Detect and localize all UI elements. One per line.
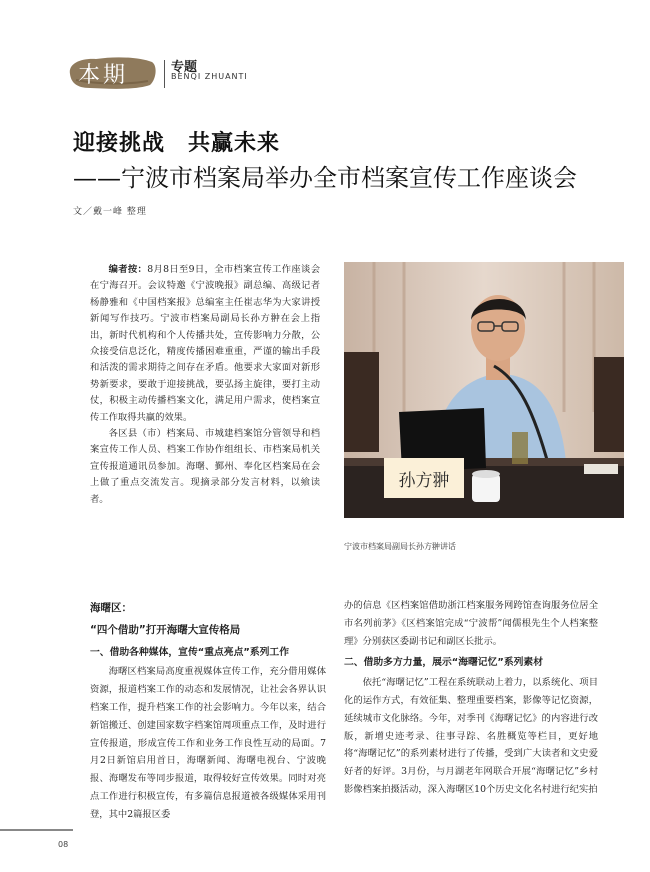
- continued-paragraph: 办的信息《区档案馆借助浙江档案服务网跨馆查询服务位居全市名列前茅》《区档案馆完成“宁波帮”闻儒根先生个人档案整理》分别获区委副书记和副区长批示。: [344, 600, 598, 647]
- column-name-en: BENQI ZHUANTI: [171, 72, 248, 81]
- body-column-right: [344, 597, 598, 799]
- body-column-left: [90, 600, 326, 824]
- column-badge-text: 本期: [78, 63, 129, 88]
- article-title: 迎接挑战 共赢未来: [73, 130, 281, 156]
- section-subtitle: “四个借助”打开海曙大宣传格局: [90, 623, 241, 636]
- footer-rule: [0, 829, 73, 831]
- speaker-photo: [344, 262, 624, 518]
- column-name-zh: 专题: [171, 60, 198, 75]
- editor-note-paragraph-1: [90, 262, 320, 426]
- article-byline: 文／戴一峰 整理: [73, 207, 147, 217]
- header-divider: [164, 60, 165, 88]
- article-subtitle: ——宁波市档案局举办全市档案宣传工作座谈会: [73, 164, 577, 192]
- editor-note-text-1: 8月8日至9日，全市档案宣传工作座谈会在宁海召开。会议特邀《宁波晚报》副总编、高级记者杨静雅和《中国档案报》总编室主任崔志华为大家讲授新闻写作技巧。宁波市档案局副局长孙方翀在会上指出，新时代机构和个人传播共处，宣传影响力分散，公众接受信息泛化，精度传播困难重重，严谨的输出手段和活泼的需求期待之间存在矛盾。他要求大家面对新形势新要求，要敢于迎接挑战，要弘扬主旋律，要打主动仗，积极主动传播档案文化，满足用户需求，使档案宣传工作取得共赢的效果。: [90, 264, 320, 423]
- editor-note: [90, 262, 320, 508]
- page-number: 08: [58, 840, 69, 849]
- editor-note-paragraph-2: 各区县（市）档案局、市城建档案馆分管领导和档案宣传工作人员、档案工作协作组组长、市档案局机关宣传报道通讯员参加。海曙、鄞州、奉化区档案局在会上做了重点交流发言。现摘录部分发言材料，以飨读者。: [90, 428, 320, 505]
- editor-note-lead: 编者按：: [108, 264, 148, 275]
- subsection-paragraph-2: 依托“海曙记忆”工程在系统联动上着力，以系统化、项目化的运作方式，有效征集、整理重要档案，影像等记忆资源，延续城市文化脉络。今年，对季刊《海曙记忆》的内容进行改版，新增史迹考录、往事寻踪、名胜概览等栏目，更好地将“海曙记忆”的系列素材进行了传播，受到广大读者和文史爱好者的好评。3月份，与月湖老年网联合开展“海曙记忆”乡村影像档案拍摄活动，深入海曙区10个历史文化名村进行纪实拍: [344, 677, 598, 795]
- subsection-heading-2: 二、借助多方力量，展示“海曙记忆”系列素材: [344, 657, 544, 669]
- subsection-heading-1: 一、借助各种媒体，宣传“重点亮点”系列工作: [90, 646, 290, 658]
- photo-nameplate: 孙方翀: [398, 471, 450, 491]
- section-title: 海曙区：: [90, 602, 132, 614]
- photo-caption: 宁波市档案局副局长孙方翀讲话: [344, 542, 456, 551]
- subsection-paragraph-1: 海曙区档案局高度重视媒体宣传工作，充分借用媒体资源，报道档案工作的动态和发展情况，让社会各界认识档案工作，提升档案工作的社会影响力。今年以来，结合新馆搬迁、创建国家数字档案馆周项重点工作，及时进行宣传报道，形成宣传工作和业务工作良性互动的局面。7月2日新馆启用首日，海曙新闻、海曙电视台、宁波晚报、海曙发布等同步报道，取得较好宣传效果。同时对亮点工作进行积极宣传，有多篇信息报道被各级媒体采用刊登，其中2篇报区委: [90, 666, 326, 820]
